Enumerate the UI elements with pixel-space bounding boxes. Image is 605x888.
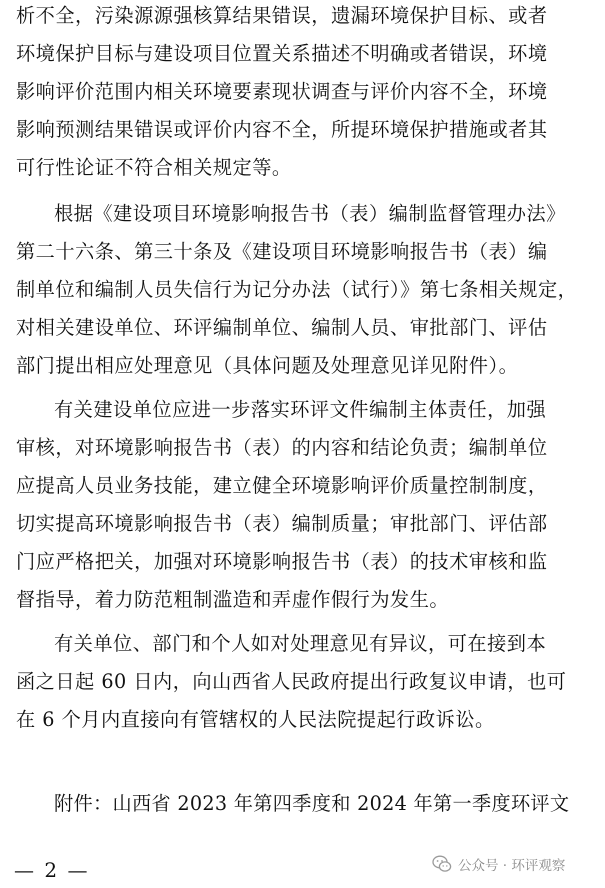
wechat-icon xyxy=(432,855,452,873)
watermark-text: 公众号 · 环评观察 xyxy=(458,858,566,874)
paragraph-4-line-2: 函之日起 60 日内，向山西省人民政府提出行政复议申请，也可 xyxy=(16,670,567,693)
paragraph-3-line-4: 切实提高环境影响报告书（表）编制质量；审批部门、评估部 xyxy=(16,512,548,535)
paragraph-3-line-1: 有关建设单位应进一步落实环评文件编制主体责任，加强 xyxy=(54,398,547,421)
paragraph-3-line-2: 审核，对环境影响报告书（表）的内容和结论负责；编制单位 xyxy=(16,436,548,459)
paragraph-2-line-1: 根据《建设项目环境影响报告书（表）编制监督管理办法》 xyxy=(54,202,566,225)
text-line-5: 可行性论证不符合相关规定等。 xyxy=(16,156,292,179)
paragraph-2-line-4: 对相关建设单位、环评编制单位、编制人员、审批部门、评估 xyxy=(16,316,548,339)
text-line-4: 影响预测结果错误或评价内容不全，所提环境保护措施或者其 xyxy=(16,118,548,141)
paragraph-3-line-5: 门应严格把关，加强对环境影响报告书（表）的技术审核和监 xyxy=(16,550,548,573)
attachment-line: 附件：山西省 2023 年第四季度和 2024 年第一季度环评文 xyxy=(54,792,570,815)
paragraph-2-line-2: 第二十六条、第三十条及《建设项目环境影响报告书（表）编 xyxy=(16,240,548,263)
text-line-2: 环境保护目标与建设项目位置关系描述不明确或者错误，环境 xyxy=(16,42,548,65)
paragraph-2-line-5: 部门提出相应处理意见（具体问题及处理意见详见附件）。 xyxy=(16,354,519,377)
paragraph-4-line-3: 在 6 个月内直接向有管辖权的人民法院提起行政诉讼。 xyxy=(16,708,495,731)
text-line-1: 析不全，污染源源强核算结果错误，遗漏环境保护目标、或者 xyxy=(16,4,548,27)
paragraph-3-line-6: 督指导，着力防范粗制滥造和弄虚作假行为发生。 xyxy=(16,588,450,611)
page-number: — 2 — xyxy=(14,858,90,882)
watermark xyxy=(432,852,565,876)
text-line-3: 影响评价范围内相关环境要素现状调查与评价内容不全，环境 xyxy=(16,80,548,103)
paragraph-4-line-1: 有关单位、部门和个人如对处理意见有异议，可在接到本 xyxy=(54,632,547,655)
paragraph-3-line-3: 应提高人员业务技能，建立健全环境影响评价质量控制制度， xyxy=(16,474,548,497)
paragraph-2-line-3: 制单位和编制人员失信行为记分办法（试行）》第七条相关规定， xyxy=(16,278,578,301)
